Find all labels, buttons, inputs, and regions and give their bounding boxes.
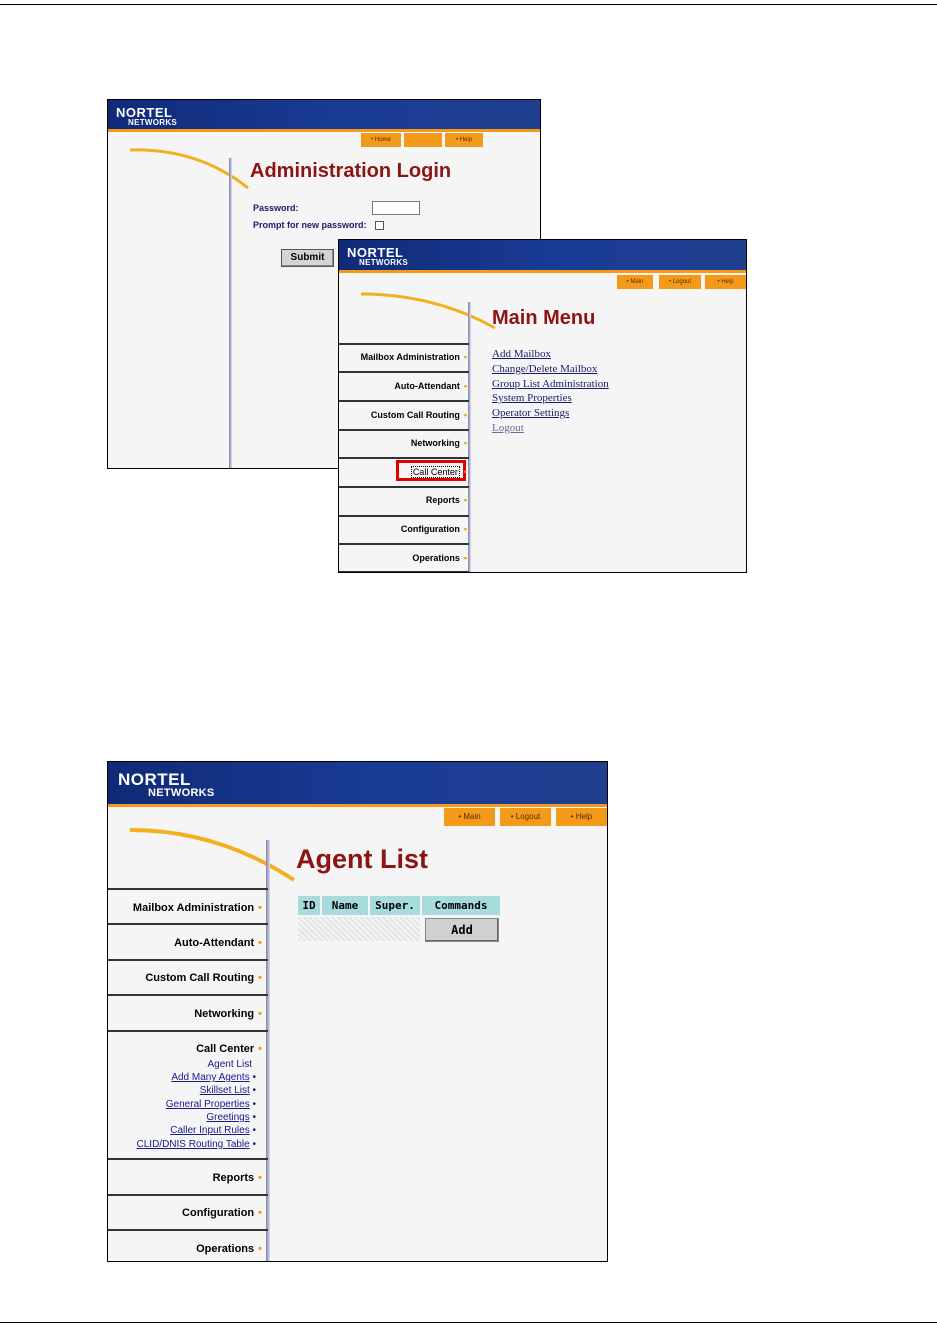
link-logout[interactable]: Logout xyxy=(492,422,524,434)
table-header-super: Super. xyxy=(370,896,420,915)
add-agent-button[interactable]: Add xyxy=(425,918,499,942)
main-menu-screenshot xyxy=(338,239,747,573)
submenu-clid-dnis-routing[interactable]: CLID/DNIS Routing Table • xyxy=(136,1139,256,1150)
table-row xyxy=(298,917,420,941)
left-divider xyxy=(229,158,232,469)
link-add-mailbox[interactable]: Add Mailbox xyxy=(492,348,551,360)
menu-auto-attendant[interactable]: Auto-Attendant • xyxy=(394,381,467,391)
swoosh-graphic xyxy=(128,144,258,194)
menu-operations[interactable]: Operations • xyxy=(196,1243,262,1255)
menu-operations[interactable]: Operations • xyxy=(412,553,467,563)
table-header-name: Name xyxy=(322,896,368,915)
page-title: Administration Login xyxy=(250,160,452,182)
submenu-caller-input-rules[interactable]: Caller Input Rules • xyxy=(170,1125,256,1136)
main-header xyxy=(339,240,746,273)
login-header xyxy=(108,100,540,132)
menu-custom-call-routing[interactable]: Custom Call Routing • xyxy=(370,410,467,420)
menu-configuration[interactable]: Configuration • xyxy=(400,524,467,534)
menu-mailbox-admin[interactable]: Mailbox Administration • xyxy=(132,902,262,914)
nav-blank-button[interactable] xyxy=(404,133,442,147)
menu-reports[interactable]: Reports • xyxy=(212,1172,262,1184)
submenu-skillset-list[interactable]: Skillset List • xyxy=(199,1085,256,1096)
swoosh-graphic xyxy=(128,824,298,894)
table-header-commands: Commands xyxy=(422,896,500,915)
prompt-label: Prompt for new password: xyxy=(253,220,367,230)
left-divider xyxy=(266,840,270,1262)
page-bottom-rule xyxy=(0,1322,937,1323)
menu-call-center[interactable]: Call Center • xyxy=(196,1043,262,1055)
submenu-general-properties[interactable]: General Properties • xyxy=(165,1099,256,1110)
submenu-agent-list[interactable]: Agent List xyxy=(207,1059,252,1070)
nav-logout-button[interactable]: • Logout xyxy=(500,808,551,826)
nortel-logo: NORTEL NETWORKS xyxy=(118,770,215,799)
nortel-logo: NORTEL NETWORKS xyxy=(116,105,178,127)
nav-main-button[interactable]: • Main xyxy=(444,808,495,826)
submit-button[interactable]: Submit xyxy=(281,249,334,267)
menu-auto-attendant[interactable]: Auto-Attendant • xyxy=(174,937,262,949)
agent-header xyxy=(108,762,607,807)
password-input[interactable] xyxy=(372,201,420,215)
link-operator-settings[interactable]: Operator Settings xyxy=(492,407,570,419)
agent-list-screenshot xyxy=(107,761,608,1262)
menu-call-center[interactable]: Call Center • xyxy=(412,467,467,477)
nav-logout-button[interactable]: • Logout xyxy=(659,275,701,289)
nav-help-button[interactable]: • Help xyxy=(705,275,746,289)
link-change-delete-mailbox[interactable]: Change/Delete Mailbox xyxy=(492,363,598,375)
menu-reports[interactable]: Reports • xyxy=(425,495,467,505)
nortel-logo: NORTEL NETWORKS xyxy=(347,245,409,267)
prompt-checkbox[interactable] xyxy=(375,221,384,230)
menu-custom-call-routing[interactable]: Custom Call Routing • xyxy=(145,972,262,984)
page-title: Main Menu xyxy=(492,307,596,329)
password-label: Password: xyxy=(253,203,299,213)
nav-help-button[interactable]: • Help xyxy=(556,808,607,826)
submenu-greetings[interactable]: Greetings • xyxy=(206,1112,256,1123)
submenu-add-many-agents[interactable]: Add Many Agents • xyxy=(171,1072,256,1083)
swoosh-graphic xyxy=(359,288,499,338)
link-group-list-admin[interactable]: Group List Administration xyxy=(492,378,609,390)
table-header-id: ID xyxy=(298,896,320,915)
menu-networking[interactable]: Networking • xyxy=(410,438,467,448)
page-top-rule xyxy=(0,4,937,5)
link-system-properties[interactable]: System Properties xyxy=(492,392,572,404)
nav-main-button[interactable]: • Main xyxy=(617,275,653,289)
menu-configuration[interactable]: Configuration • xyxy=(182,1207,262,1219)
menu-mailbox-admin[interactable]: Mailbox Administration • xyxy=(360,352,467,362)
nav-help-button[interactable]: • Help xyxy=(445,133,483,147)
page-title: Agent List xyxy=(296,844,428,874)
menu-networking[interactable]: Networking • xyxy=(194,1008,262,1020)
nav-home-button[interactable]: • Home xyxy=(361,133,401,147)
